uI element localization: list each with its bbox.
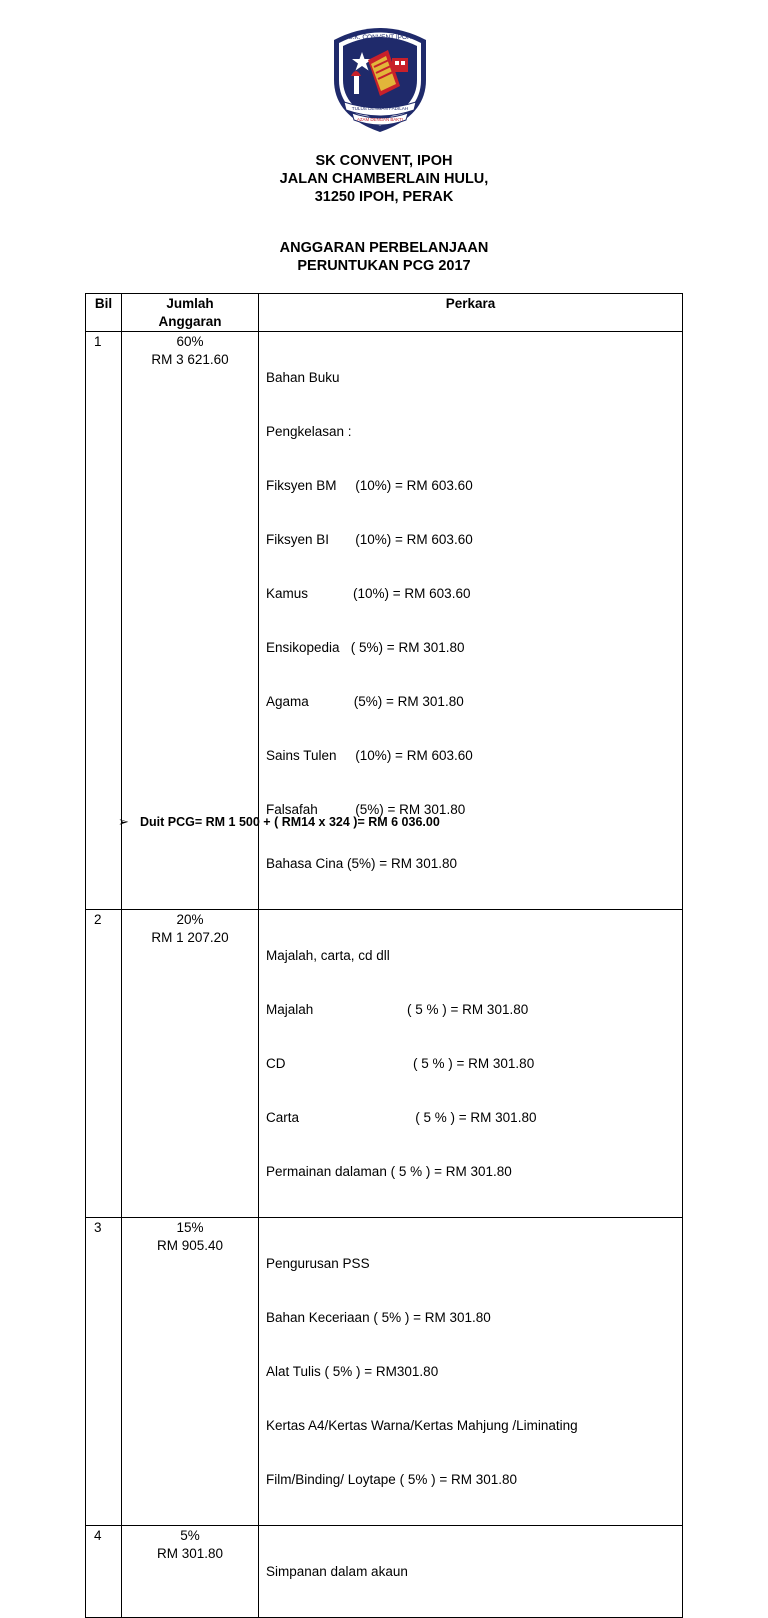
header-bil: Bil <box>86 294 122 332</box>
logo-top-text: S.K. CONVENT IPOH <box>348 34 412 41</box>
row-percent: 5% <box>180 1528 200 1543</box>
header-jumlah-line-2: Anggaran <box>158 314 222 329</box>
item-line: Pengurusan PSS <box>266 1256 370 1271</box>
item-line: Ensikopedia ( 5%) = RM 301.80 <box>266 640 465 655</box>
table-header-row <box>86 294 683 332</box>
budget-table <box>85 293 683 1618</box>
pcg-total-note <box>118 813 440 831</box>
header-perkara: Perkara <box>259 294 683 332</box>
row-items <box>259 1218 683 1526</box>
item-line: Pengkelasan : <box>266 424 352 439</box>
item-line: Kamus (10%) = RM 603.60 <box>266 586 471 601</box>
item-line: Film/Binding/ Loytape ( 5% ) = RM 301.80 <box>266 1472 517 1487</box>
item-line: Majalah, carta, cd dll <box>266 948 390 963</box>
table-row <box>86 910 683 1218</box>
title-line-2: PERUNTUKAN PCG 2017 <box>297 258 471 274</box>
row-percent: 60% <box>176 334 204 349</box>
header-jumlah <box>122 294 259 332</box>
item-line: Bahasa Cina (5%) = RM 301.80 <box>266 856 457 871</box>
item-line: Permainan dalaman ( 5 % ) = RM 301.80 <box>266 1164 512 1179</box>
table-row <box>86 1218 683 1526</box>
address-line-1: JALAN CHAMBERLAIN HULU, <box>279 171 489 187</box>
row-percent: 20% <box>176 912 204 927</box>
school-address <box>0 152 768 206</box>
item-line: Agama (5%) = RM 301.80 <box>266 694 464 709</box>
item-line: CD ( 5 % ) = RM 301.80 <box>266 1056 535 1071</box>
item-line: Bahan Buku <box>266 370 340 385</box>
item-line: Fiksyen BM (10%) = RM 603.60 <box>266 478 473 493</box>
arrow-bullet-icon: ➢ <box>118 814 129 829</box>
row-items <box>259 1526 683 1618</box>
row-rm: RM 1 207.20 <box>151 930 229 945</box>
row-rm: RM 905.40 <box>156 1238 224 1253</box>
logo-ribbon-1: TULUS DENGAN FADILAH <box>351 106 409 111</box>
row-percent: 15% <box>176 1220 204 1235</box>
row-bil: 3 <box>86 1218 122 1526</box>
note-text: Duit PCG= RM 1 500 + ( RM14 x 324 )= RM 6 036.00 <box>140 815 440 829</box>
title-line-1: ANGGARAN PERBELANJAAN <box>279 240 489 256</box>
row-bil: 1 <box>86 332 122 910</box>
item-line: Sains Tulen (10%) = RM 603.60 <box>266 748 473 763</box>
item-line: Majalah ( 5 % ) = RM 301.80 <box>266 1002 529 1017</box>
row-rm: RM 301.80 <box>156 1546 224 1561</box>
header-jumlah-line-1: Jumlah <box>166 296 214 311</box>
row-items <box>259 910 683 1218</box>
row-amount <box>122 1218 259 1526</box>
item-line: Simpanan dalam akaun <box>266 1564 408 1579</box>
school-name: SK CONVENT, IPOH <box>315 153 453 169</box>
row-bil: 2 <box>86 910 122 1218</box>
item-line: Kertas A4/Kertas Warna/Kertas Mahjung /Liminating <box>266 1418 578 1433</box>
item-line: Fiksyen BI (10%) = RM 603.60 <box>266 532 473 547</box>
item-line: Alat Tulis ( 5% ) = RM301.80 <box>266 1364 439 1379</box>
row-bil: 4 <box>86 1526 122 1618</box>
logo-ribbon-2: AZAM DENGAN BAKTI <box>356 117 404 122</box>
row-rm: RM 3 621.60 <box>151 352 229 367</box>
table-row <box>86 1526 683 1618</box>
school-crest-logo <box>330 22 430 134</box>
item-line: Carta ( 5 % ) = RM 301.80 <box>266 1110 537 1125</box>
address-line-2: 31250 IPOH, PERAK <box>314 189 454 205</box>
item-line: Bahan Keceriaan ( 5% ) = RM 301.80 <box>266 1310 491 1325</box>
row-amount <box>122 910 259 1218</box>
row-amount <box>122 1526 259 1618</box>
item-line: Falsafah (5%) = RM 301.80 <box>266 802 466 817</box>
document-title <box>0 239 768 275</box>
